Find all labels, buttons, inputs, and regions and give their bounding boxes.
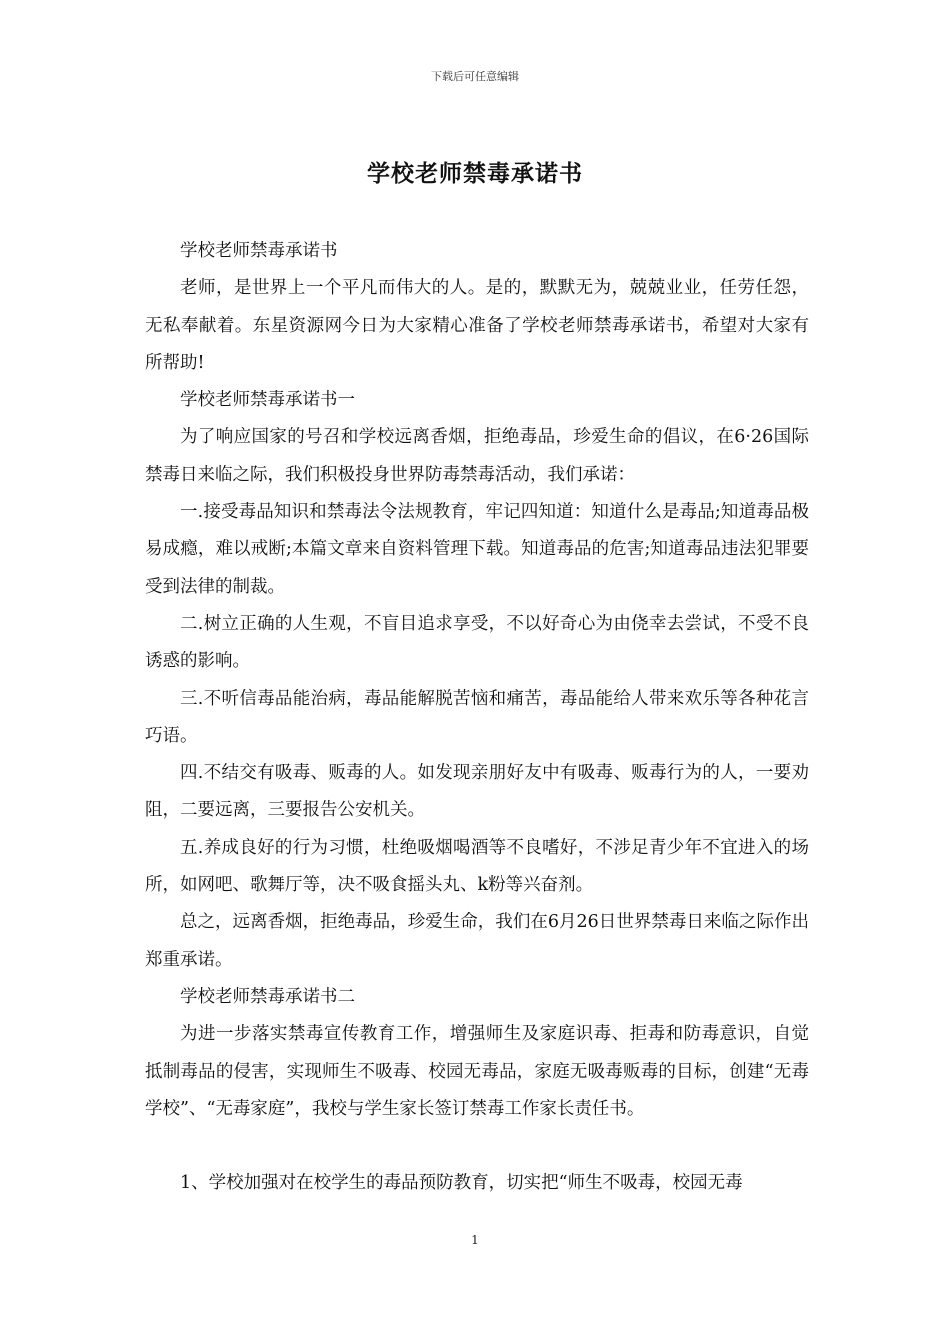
paragraph-intro: 老师，是世界上一个平凡而伟大的人。是的，默默无为，兢兢业业，任劳任怨，无私奉献着。东星资源网今日为大家精心准备了学校老师禁毒承诺书，希望对大家有所帮助! <box>145 278 809 373</box>
pledge-item-2: 二.树立正确的人生观，不盲目追求享受，不以好奇心为由侥幸去尝试，不受不良诱惑的影响。 <box>145 613 809 672</box>
document-title: 学校老师禁毒承诺书 <box>367 160 583 187</box>
section-heading-1: 学校老师禁毒承诺书一 <box>180 390 355 411</box>
paragraph-section-2-intro: 为进一步落实禁毒宣传教育工作，增强师生及家庭识毒、拒毒和防毒意识，自觉抵制毒品的侵害，实现师生不吸毒、校园无毒品，家庭无吸毒贩毒的目标，创建“无毒学校”、“无毒家庭”，我校与学生家长签订禁毒工作家长责任书。 <box>145 1024 809 1119</box>
paragraph-pledge-intro: 为了响应国家的号召和学校远离香烟，拒绝毒品，珍爱生命的倡议，在6·26国际禁毒日来临之际，我们积极投身世界防毒禁毒活动，我们承诺： <box>145 427 809 485</box>
pledge-item-1: 一.接受毒品知识和禁毒法令法规教育，牢记四知道：知道什么是毒品;知道毒品极易成瘾，难以戒断;本篇文章来自资料管理下载。知道毒品的危害;知道毒品违法犯罪要受到法律的制裁。 <box>145 502 809 597</box>
pledge-item-3: 三.不听信毒品能治病，毒品能解脱苦恼和痛苦，毒品能给人带来欢乐等各种花言巧语。 <box>145 688 809 746</box>
pledge-item-4: 四.不结交有吸毒、贩毒的人。如发现亲朋好友中有吸毒、贩毒行为的人，一要劝阻，二要远离，三要报告公安机关。 <box>145 763 809 821</box>
paragraph-conclusion: 总之，远离香烟，拒绝毒品，珍爱生命，我们在6月26日世界禁毒日来临之际作出郑重承诺。 <box>145 912 809 970</box>
paragraph-item-1: 1、学校加强对在校学生的毒品预防教育，切实把“师生不吸毒，校园无毒 <box>180 1173 743 1194</box>
paragraph-subtitle: 学校老师禁毒承诺书 <box>180 241 338 261</box>
pledge-item-5: 五.养成良好的行为习惯，杜绝吸烟喝酒等不良嗜好，不涉足青少年不宜进入的场所，如网吧、歌舞厅等，决不吸食摇头丸、k粉等兴奋剂。 <box>145 837 809 896</box>
document-body <box>145 233 809 1203</box>
page-number: 1 <box>471 1233 479 1247</box>
header-note: 下载后可任意编辑 <box>431 70 519 83</box>
section-heading-2: 学校老师禁毒承诺书二 <box>180 986 355 1007</box>
